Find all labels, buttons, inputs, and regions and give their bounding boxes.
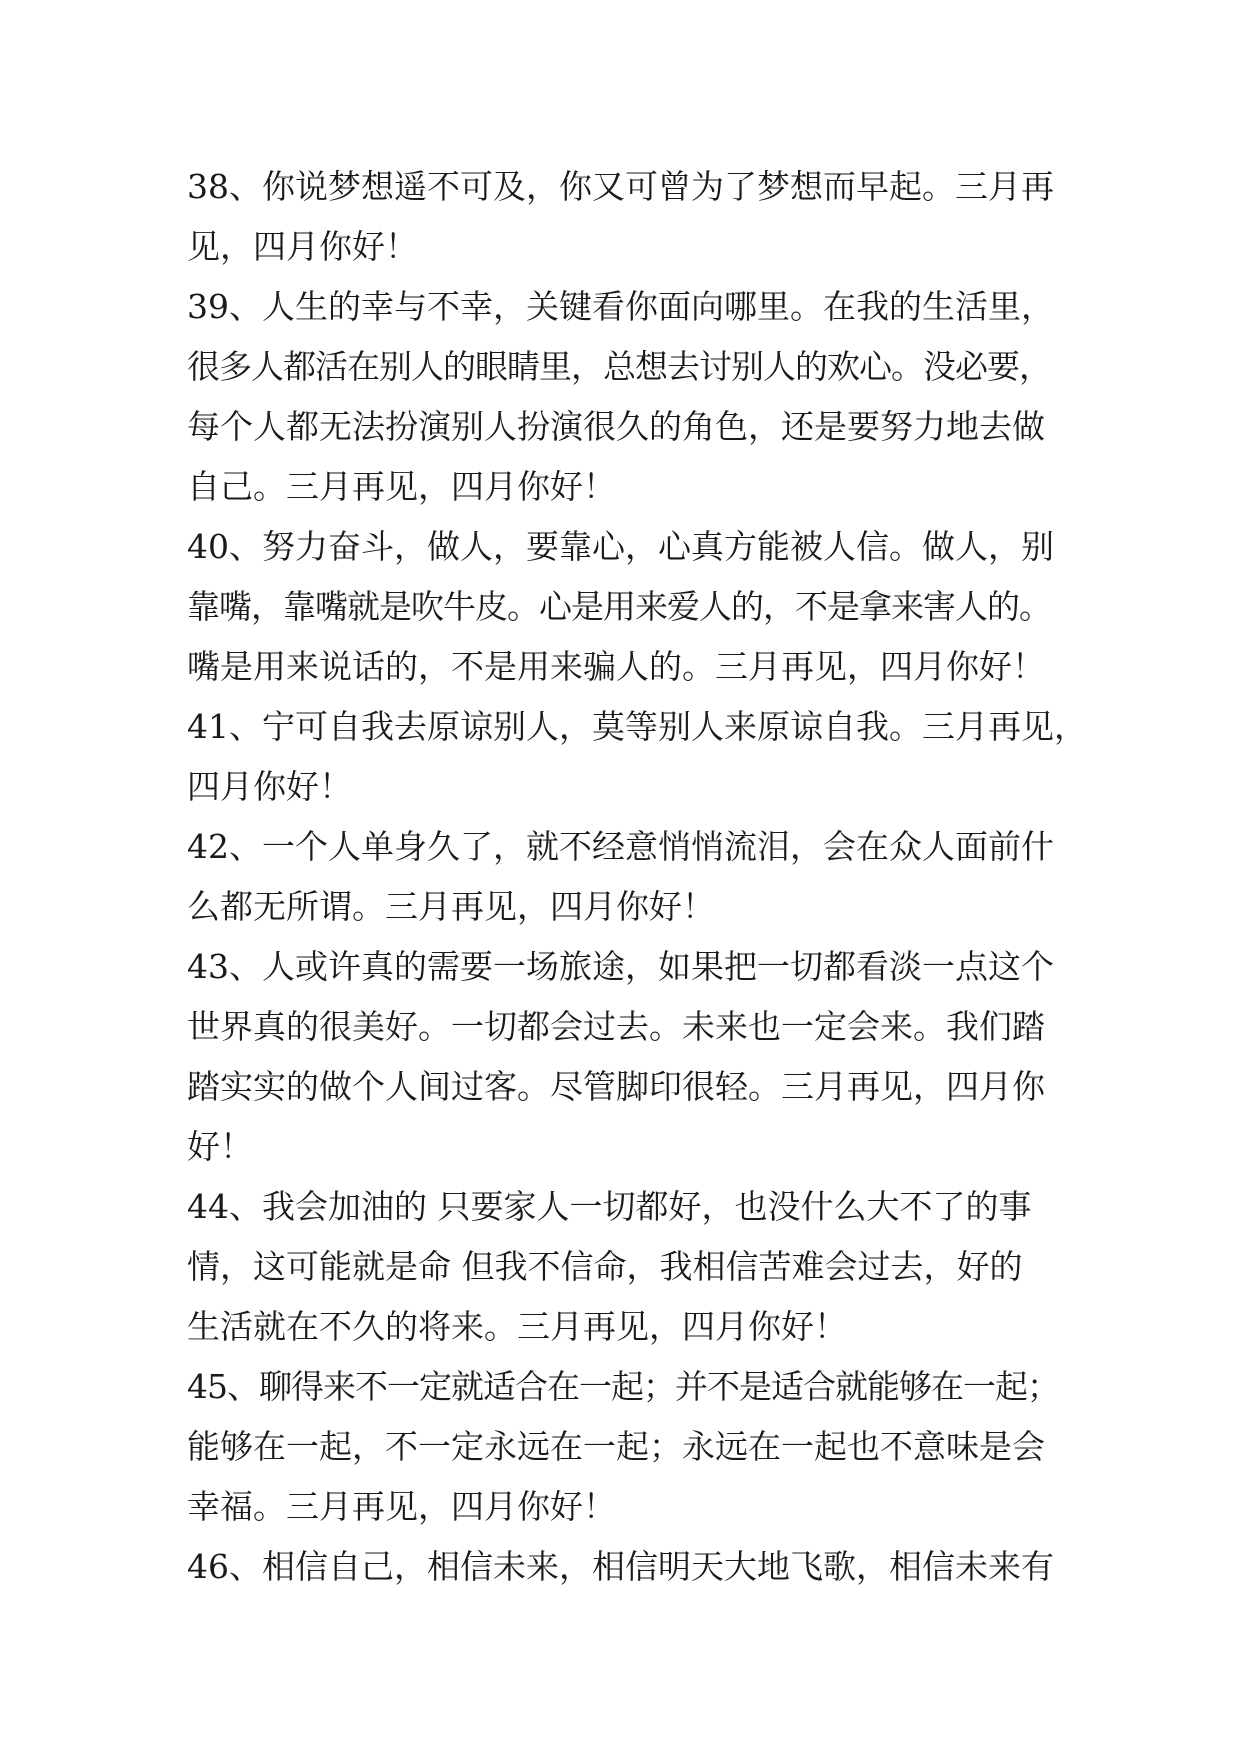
- text-line: 46、相信自己，相信未来，相信明天大地飞歌，相信未来有: [187, 1547, 1054, 1586]
- text-line: 43、人或许真的需要一场旅途，如果把一切都看淡一点这个: [187, 947, 1054, 986]
- body-text: [187, 157, 1087, 1597]
- text-line: 生活就在不久的将来。三月再见，四月你好！: [187, 1307, 847, 1346]
- text-line: 40、努力奋斗，做人，要靠心，心真方能被人信。做人，别: [187, 527, 1054, 566]
- text-line: 每个人都无法扮演别人扮演很久的角色，还是要努力地去做: [187, 407, 1045, 446]
- text-line: 能够在一起，不一定永远在一起；永远在一起也不意味是会: [187, 1427, 1045, 1466]
- text-line: 世界真的很美好。一切都会过去。未来也一定会来。我们踏: [187, 1007, 1045, 1046]
- text-line: 四月你好！: [187, 767, 352, 806]
- text-line: 很多人都活在别人的眼睛里，总想去讨别人的欢心。没必要，: [187, 347, 1051, 386]
- text-line: 么都无所谓。三月再见，四月你好！: [187, 887, 715, 926]
- text-line: 42、一个人单身久了，就不经意悄悄流泪，会在众人面前什: [187, 827, 1054, 866]
- text-line: 39、人生的幸与不幸，关键看你面向哪里。在我的生活里，: [187, 287, 1054, 326]
- text-line: 41、宁可自我去原谅别人，莫等别人来原谅自我。三月再见，: [187, 707, 1087, 746]
- text-line: 自己。三月再见，四月你好！: [187, 467, 616, 506]
- text-line: 44、我会加油的 只要家人一切都好，也没什么大不了的事: [187, 1187, 1032, 1226]
- text-line: 好！: [187, 1127, 253, 1166]
- text-line: 靠嘴，靠嘴就是吹牛皮。心是用来爱人的，不是拿来害人的。: [187, 587, 1051, 626]
- text-line: 情，这可能就是命 但我不信命，我相信苦难会过去，好的: [187, 1247, 1023, 1286]
- text-line: 见，四月你好！: [187, 227, 418, 266]
- text-line: 45、聊得来不一定就适合在一起；并不是适合就能够在一起；: [187, 1367, 1059, 1406]
- text-line: 踏实实的做个人间过客。尽管脚印很轻。三月再见，四月你: [187, 1067, 1045, 1106]
- text-line: 38、你说梦想遥不可及，你又可曾为了梦想而早起。三月再: [187, 167, 1054, 206]
- text-line: 幸福。三月再见，四月你好！: [187, 1487, 616, 1526]
- text-line: 嘴是用来说话的，不是用来骗人的。三月再见，四月你好！: [187, 647, 1045, 686]
